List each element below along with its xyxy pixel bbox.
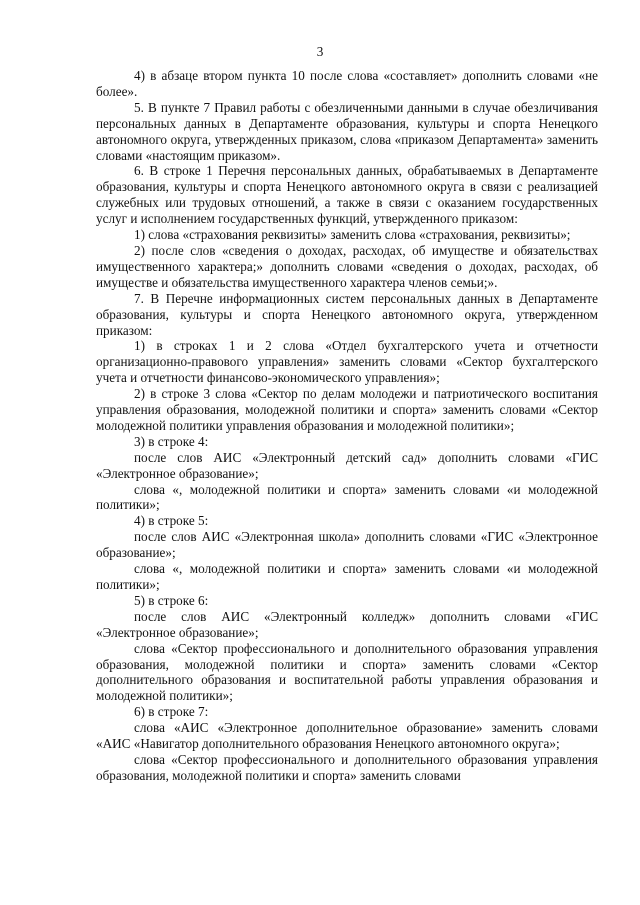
paragraph: 3) в строке 4: — [134, 433, 209, 449]
paragraph: 7. В Перечне информационных систем персональных данных в Департаменте образования, культуры и спорта Ненецкого автономного округа, утвержденном приказом: — [96, 290, 598, 338]
paragraph: 4) в абзаце втором пункта 10 после слова «составляет» дополнить словами «не более». — [96, 68, 598, 99]
paragraph: после слов АИС «Электронный детский сад» дополнить словами «ГИС «Электронное образование»; — [96, 449, 598, 481]
paragraph: 4) в строке 5: — [134, 513, 209, 529]
paragraph: 1) слова «страхования реквизиты» заменить слова «страхования, реквизиты»; — [134, 227, 571, 243]
paragraph: 2) в строке 3 слова «Сектор по делам молодежи и патриотического воспитания управления образования, молодежной политики и спорта» заменить словами «Сектор молодежной политики управления образования и молодежной политики»; — [96, 386, 598, 433]
paragraph: после слов АИС «Электронная школа» дополнить словами «ГИС «Электронное образование»; — [96, 529, 598, 561]
document-body — [96, 68, 598, 784]
paragraph: слова «Сектор профессионального и дополнительного образования управления образования, молодежной политики и спорта» заменить словами «Сектор дополнительного образования и воспитательной работы управления образования и молодежной политики»; — [96, 640, 598, 704]
paragraph: 5) в строке 6: — [134, 592, 209, 608]
paragraph: 6) в строке 7: — [134, 704, 209, 720]
page-number: 3 — [316, 44, 324, 59]
paragraph: слова «, молодежной политики и спорта» заменить словами «и молодежной политики»; — [96, 561, 598, 592]
paragraph: 2) после слов «сведения о доходах, расходах, об имуществе и обязательствах имущественного характера;» дополнить словами «сведения о доходах, расходах, об имуществе и обязательства имущественного характера членов семьи;». — [96, 242, 598, 290]
paragraph: 1) в строках 1 и 2 слова «Отдел бухгалтерского учета и отчетности организационно-правового управления» заменить словами «Сектор бухгалтерского учета и отчетности финансово-экономического управления»; — [96, 338, 598, 386]
paragraph: слова «Сектор профессионального и дополнительного образования управления образования, молодежной политики и спорта» заменить словами — [96, 751, 598, 783]
paragraph: 5. В пункте 7 Правил работы с обезличенными данными в случае обезличивания персональных данных в Департаменте образования, культуры и спорта Ненецкого автономного округа, утвержденных приказом, слова «приказом Департамента» заменить словами «настоящим приказом». — [96, 99, 598, 163]
paragraph: после слов АИС «Электронный колледж» дополнить словами «ГИС «Электронное образование»; — [96, 608, 598, 640]
paragraph: слова «АИС «Электронное дополнительное образование» заменить словами «АИС «Навигатор дополнительного образования Ненецкого автономного округа»; — [96, 720, 598, 752]
paragraph: 6. В строке 1 Перечня персональных данных, обрабатываемых в Департаменте образования, культуры и спорта Ненецкого автономного округа в связи с реализацией служебных или трудовых отношений, а также в связи с оказанием государственных услуг и исполнением государственных функций, утвержденного приказом: — [96, 163, 598, 227]
paragraph: слова «, молодежной политики и спорта» заменить словами «и молодежной политики»; — [96, 481, 598, 513]
